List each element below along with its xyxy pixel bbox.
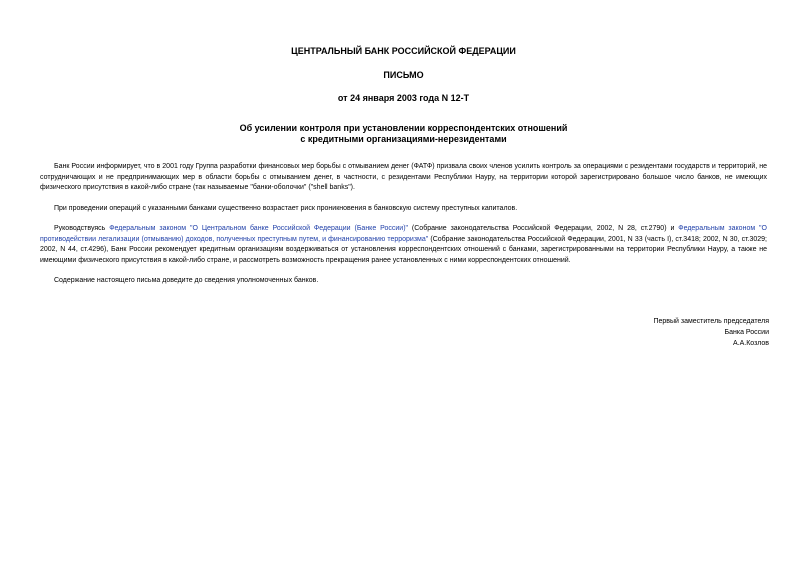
signer-position: Первый заместитель председателя — [653, 318, 769, 325]
paragraph-3-start: Руководствуясь — [54, 225, 110, 232]
signature-block — [653, 316, 769, 349]
paragraph-3 — [40, 224, 767, 266]
paragraph-3-middle: (Собрание законодательства Российской Федерации, 2002, N 28, ст.2790) и — [408, 225, 679, 232]
paragraph-3-end: (Собрание законодательства Российской Федерации, 2001, N 33 (часть I), ст.3418; 2002, N 30, ст.3029; 2002, N 44, ст.4296), Банк России рекомендует кредитным организациям воздерживаться от установления корреспондентских отношений с банками, зарегистрированными на территории Республики Науру, а также не имеющими физического присутствия в какой-либо стране, и рассмотреть возможность прекращения ранее установленных с ними корреспондентских отношений. — [40, 235, 767, 264]
law-link-central-bank[interactable]: Федеральным законом "О Центральном банке Российской Федерации (Банке России)" — [109, 225, 409, 232]
signer-organization: Банка России — [724, 329, 769, 336]
bank-name-heading: ЦЕНТРАЛЬНЫЙ БАНК РОССИЙСКОЙ ФЕДЕРАЦИИ — [291, 46, 516, 56]
document-type-heading: ПИСЬМО — [383, 70, 424, 80]
paragraph-2: При проведении операций с указанными банками существенно возрастает риск проникновения в банковскую систему преступных капиталов. — [54, 205, 518, 212]
signer-name: А.А.Козлов — [732, 340, 769, 347]
paragraph-1: Банк России информирует, что в 2001 году Группа разработки финансовых мер борьбы с отмыванием денег (ФАТФ) призвала своих членов усилить контроль за операциями с резидентами государств и территорий, не сотрудничающих и не предпринимающих мер в области борьбы с отмыванием денег, в частности, с резидентами Республики Науру, на территории которой зарегистрировано большое число банков, не имеющих физического присутствия в какой-либо стране (так называемые "банки-оболочки" ("shell banks"). — [40, 163, 767, 191]
law-link-anti-money-laundering[interactable]: Федеральным законом "О противодействии легализации (отмыванию) доходов, полученных преступным путем, и финансированию терроризма" — [40, 225, 767, 243]
title-line-1: Об усилении контроля при установлении корреспондентских отношений — [239, 123, 568, 133]
document-date-heading: от 24 января 2003 года N 12-Т — [337, 93, 470, 103]
title-line-2: с кредитными организациями-нерезидентами — [300, 134, 507, 144]
document-title — [0, 123, 807, 145]
paragraph-4: Содержание настоящего письма доведите до сведения уполномоченных банков. — [54, 277, 319, 284]
